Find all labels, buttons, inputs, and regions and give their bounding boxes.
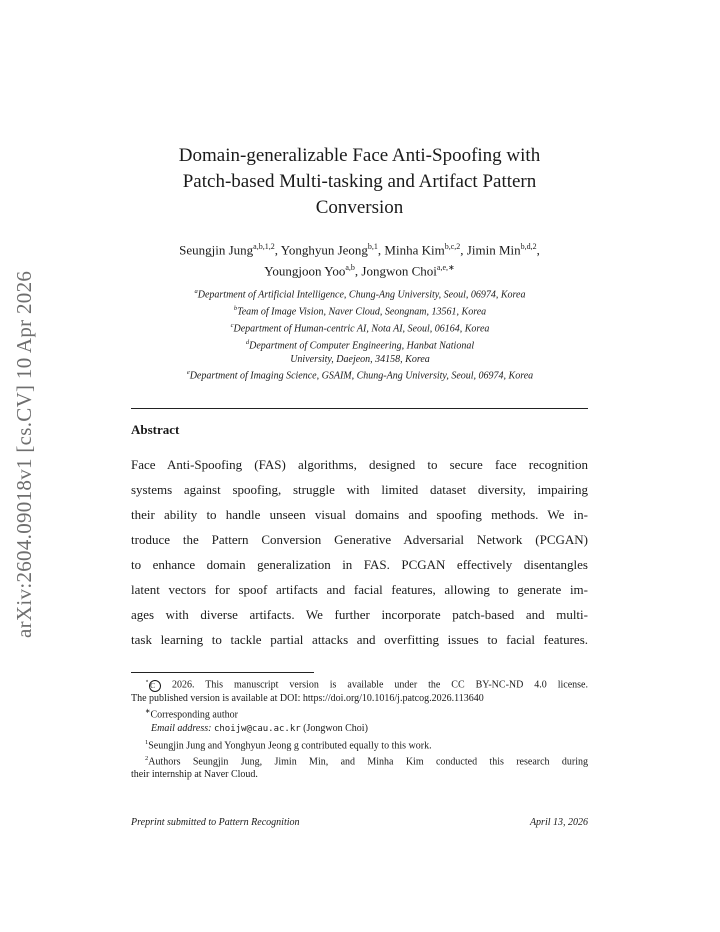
footnotes xyxy=(131,675,588,781)
title-line: Patch-based Multi-tasking and Artifact Pattern xyxy=(182,171,537,192)
footnote-internship-cont: their internship at Naver Cloud. xyxy=(131,769,258,781)
footnote-marker: ∗ xyxy=(145,708,151,716)
affiliation-marker: a xyxy=(194,288,198,295)
affiliation-marker: b xyxy=(233,304,238,312)
abstract-line: troduce the Pattern Conversion Generative Adversarial Network (PCGAN) xyxy=(131,532,588,547)
footnote-corresponding: ∗Corresponding author xyxy=(145,708,238,721)
abstract-text xyxy=(131,452,588,652)
title-line: Conversion xyxy=(315,197,404,218)
abstract-line: their ability to handle unseen visual domains and spoofing methods. We in- xyxy=(131,507,588,522)
copyright-icon: C xyxy=(149,680,161,692)
affiliation-line: $^a$Department of Artificial Intelligence, Chung-Ang University, Seoul, 06974, Korea xyxy=(194,288,526,301)
footnote-marker: 1 xyxy=(145,738,149,746)
footer-journal: Preprint submitted to Pattern Recognition xyxy=(131,817,300,828)
abstract-line: to enhance domain generalization in FAS. PCGAN effectively disentangles xyxy=(131,557,588,572)
footnote-marker: ⋆ xyxy=(145,678,150,685)
footnote-divider xyxy=(131,672,314,673)
footnote-equal-contribution: $^1$Seungjin Jung and Yonghyun Jeong g contributed equally to this work. xyxy=(145,738,432,751)
footnote-license: ⋆C 2026. This manuscript version is available under the CC BY-NC-ND 4.0 license. xyxy=(145,678,588,691)
email-owner: (Jongwon Choi) xyxy=(303,722,368,734)
affiliation-list xyxy=(120,285,600,383)
author-affiliation-marker: b,c,2 xyxy=(444,242,461,251)
author-name: Jimin Min xyxy=(466,242,521,258)
email-link[interactable]: choijw@cau.ac.kr xyxy=(213,723,301,734)
abstract-line: Face Anti-Spoofing (FAS) algorithms, designed to secure face recognition xyxy=(131,457,588,472)
title-line: Domain-generalizable Face Anti-Spoofing with xyxy=(178,145,541,166)
section-divider xyxy=(131,408,588,409)
abstract-line: ages with diverse artifacts. We further incorporate patch-based and multi- xyxy=(131,607,588,622)
paper-title xyxy=(131,143,588,221)
abstract-line: latent vectors for spoof artifacts and facial features, allowing to generate im- xyxy=(131,582,588,597)
author-name: Youngjoon Yoo xyxy=(264,263,346,279)
author-name: Seungjin Jung xyxy=(179,242,254,258)
footnote-email xyxy=(131,722,588,736)
affiliation-marker: d xyxy=(245,338,250,346)
affiliation-line: $^c$Department of Human-centric AI, Nota AI, Seoul, 06164, Korea xyxy=(230,321,490,335)
author-list: Seungjin Jung$^{a,b,1,2}$, Yonghyun Jeong$^{b,1}$, Minha Kim$^{b,c,2}$, Jimin Min$^{b,d,2}$, Youngjoon Yoo$^{a,b}$, Jongwon Choi$^{a,e,∗}$ xyxy=(179,242,540,279)
footnote-internship: $^2$Authors Seungjin Jung, Jimin Min, and Minha Kim conducted this research during xyxy=(145,754,588,768)
email-label: Email address: xyxy=(151,722,212,734)
author-affiliation-marker: a,b xyxy=(345,263,355,273)
abstract-heading: Abstract xyxy=(131,422,180,437)
affiliation-line: $^d$Department of Computer Engineering, Hanbat National xyxy=(245,338,475,352)
author-name: Jongwon Choi xyxy=(361,263,437,279)
footer-date: April 13, 2026 xyxy=(529,817,588,828)
affiliation-line: University, Daejeon, 34158, Korea xyxy=(290,353,430,365)
author-name: Minha Kim xyxy=(384,242,445,258)
author-affiliation-marker: a,b,1,2 xyxy=(253,242,275,251)
arxiv-identifier: arXiv:2604.09018v1 [cs.CV] 10 Apr 2026 xyxy=(12,270,36,638)
affiliation-line: $^b$Team of Image Vision, Naver Cloud, Seongnam, 13561, Korea xyxy=(233,304,487,318)
footnote-license-doi: The published version is available at DOI: https://doi.org/10.1016/j.patcog.2026.113640 xyxy=(131,693,484,705)
affiliation-line: $^e$Department of Imaging Science, GSAIM, Chung-Ang University, Seoul, 06974, Korea xyxy=(186,369,534,382)
affiliation-marker: e xyxy=(186,369,190,377)
author-affiliation-marker: b,1 xyxy=(367,242,378,251)
abstract-line: systems against spoofing, struggle with limited dataset diversity, impairing xyxy=(131,482,588,497)
footnote-marker: 2 xyxy=(145,754,149,762)
affiliation-marker: c xyxy=(230,321,234,329)
abstract-line: task learning to tackle partial attacks and overfitting issues to facial features. xyxy=(131,632,588,647)
author-affiliation-marker: a,e,∗ xyxy=(436,263,455,273)
author-name: Yonghyun Jeong xyxy=(280,242,368,258)
author-affiliation-marker: b,d,2 xyxy=(520,242,537,251)
